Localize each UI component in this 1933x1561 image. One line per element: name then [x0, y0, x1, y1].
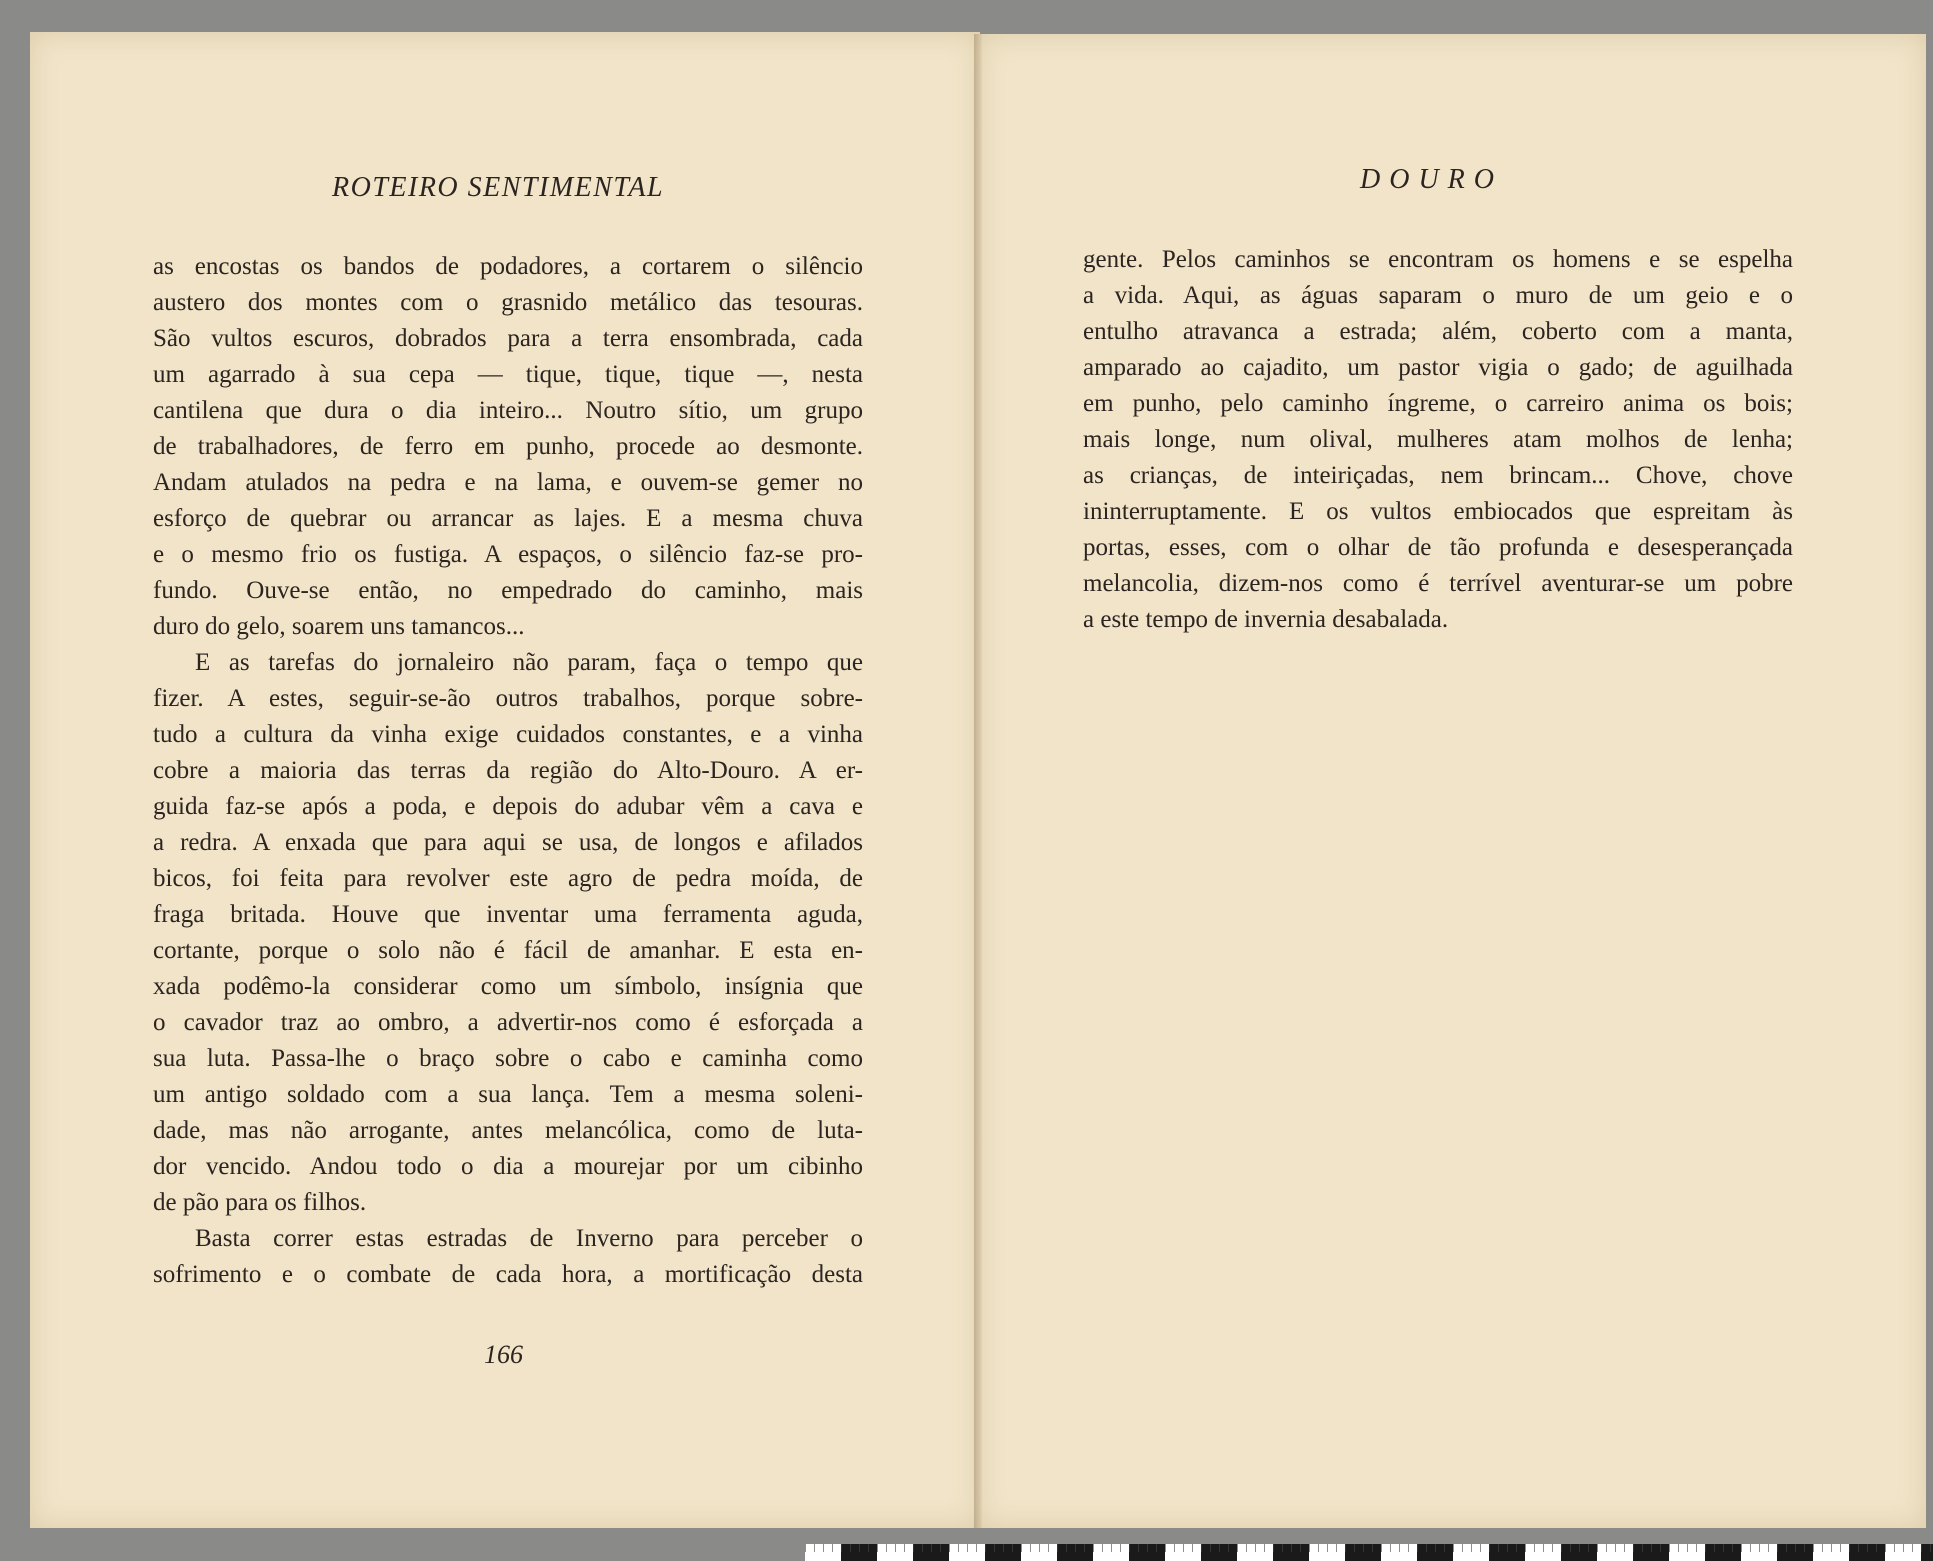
text-line: E as tarefas do jornaleiro não param, faça o tempo que	[195, 649, 863, 676]
text-line: dade, mas não arrogante, antes melancólica, como de luta-	[153, 1117, 863, 1144]
text-line: as crianças, de inteiriçadas, nem brincam... Chove, chove	[1083, 462, 1793, 489]
text-line: fizer. A estes, seguir-se-ão outros trabalhos, porque sobre-	[153, 685, 863, 712]
text-line: sofrimento e o combate de cada hora, a mortificação desta	[153, 1261, 863, 1288]
text-line: em punho, pelo caminho íngreme, o carreiro anima os bois;	[1083, 390, 1793, 417]
text-line: a vida. Aqui, as águas saparam o muro de um geio e o	[1083, 282, 1793, 309]
text-line: xada podêmo-la considerar como um símbolo, insígnia que	[153, 973, 863, 1000]
text-line: cobre a maioria das terras da região do Alto-Douro. A er-	[153, 757, 863, 784]
text-line: sua luta. Passa-lhe o braço sobre o cabo e caminha como	[153, 1045, 863, 1072]
left-running-head: ROTEIRO SENTIMENTAL	[332, 172, 665, 203]
text-line: cortante, porque o solo não é fácil de amanhar. E esta en-	[153, 937, 863, 964]
text-line: bicos, foi feita para revolver este agro de pedra moída, de	[153, 865, 863, 892]
text-line: dor vencido. Andou todo o dia a mourejar por um cibinho	[153, 1153, 863, 1180]
text-line: ininterruptamente. E os vultos embiocados que espreitam às	[1083, 498, 1793, 525]
text-line: mais longe, num olival, mulheres atam molhos de lenha;	[1083, 426, 1793, 453]
text-line: a redra. A enxada que para aqui se usa, de longos e afilados	[153, 829, 863, 856]
text-line: fraga britada. Houve que inventar uma ferramenta aguda,	[153, 901, 863, 928]
book-spine	[974, 34, 982, 1528]
text-line: fundo. Ouve-se então, no empedrado do caminho, mais	[153, 577, 863, 604]
text-line: amparado ao cajadito, um pastor vigia o gado; de aguilhada	[1083, 354, 1793, 381]
text-line: gente. Pelos caminhos se encontram os homens e se espelha	[1083, 246, 1793, 273]
text-line: entulho atravanca a estrada; além, coberto com a manta,	[1083, 318, 1793, 345]
right-running-head: DOURO	[1360, 164, 1503, 195]
text-line: melancolia, dizem-nos como é terrível aventurar-se um pobre	[1083, 570, 1793, 597]
text-line: Andam atulados na pedra e na lama, e ouvem-se gemer no	[153, 469, 863, 496]
right-page-text	[1083, 242, 1793, 638]
text-line: as encostas os bandos de podadores, a cortarem o silêncio	[153, 253, 863, 280]
text-line: um antigo soldado com a sua lança. Tem a mesma soleni-	[153, 1081, 863, 1108]
left-page-text	[153, 249, 863, 1293]
text-line: austero dos montes com o grasnido metálico das tesouras.	[153, 289, 863, 316]
text-line: o cavador traz ao ombro, a advertir-nos como é esforçada a	[153, 1009, 863, 1036]
text-line: de pão para os filhos.	[153, 1189, 367, 1216]
text-line: a este tempo de invernia desabalada.	[1083, 606, 1449, 633]
page-number: 166	[484, 1340, 523, 1369]
text-line: e o mesmo frio os fustiga. A espaços, o silêncio faz-se pro-	[153, 541, 863, 568]
text-line: guida faz-se após a poda, e depois do adubar vêm a cava e	[153, 793, 863, 820]
text-line: um agarrado à sua cepa — tique, tique, tique —, nesta	[153, 361, 863, 388]
text-line: Basta correr estas estradas de Inverno para perceber o	[195, 1225, 863, 1252]
scale-ruler-ticks	[805, 1544, 1933, 1552]
text-line: tudo a cultura da vinha exige cuidados constantes, e a vinha	[153, 721, 863, 748]
text-line: esforço de quebrar ou arrancar as lajes. E a mesma chuva	[153, 505, 863, 532]
text-line: portas, esses, com o olhar de tão profunda e desesperançada	[1083, 534, 1793, 561]
text-line: cantilena que dura o dia inteiro... Noutro sítio, um grupo	[153, 397, 863, 424]
text-line: de trabalhadores, de ferro em punho, procede ao desmonte.	[153, 433, 863, 460]
text-line: São vultos escuros, dobrados para a terra ensombrada, cada	[153, 325, 863, 352]
text-line: duro do gelo, soarem uns tamancos...	[153, 613, 525, 640]
